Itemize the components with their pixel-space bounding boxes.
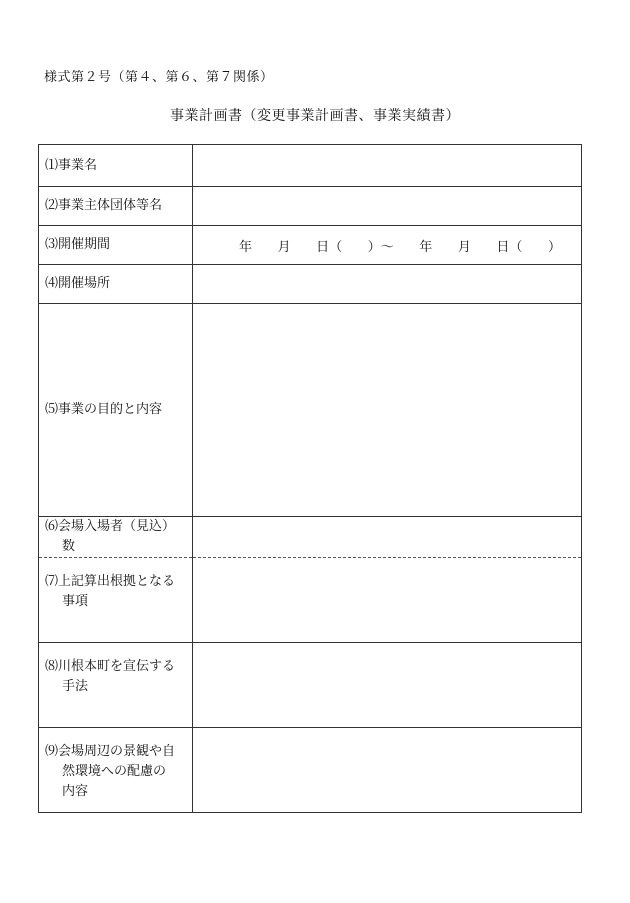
row-environment — [39, 728, 582, 813]
row-period — [39, 226, 582, 265]
label-venue: ⑷開催場所 — [39, 265, 193, 304]
field-purpose[interactable] — [193, 304, 582, 517]
label-organizer: ⑵事業主体団体等名 — [39, 187, 193, 226]
label-attendance — [39, 517, 193, 558]
form-number: 様式第２号（第４、第６、第７関係） — [44, 70, 274, 85]
end-weekday-close-label: ） — [547, 239, 561, 255]
field-environment[interactable] — [193, 728, 582, 813]
label-basis-line1: ⑺上記算出根拠となる — [45, 574, 176, 589]
label-environment-line3: 内容 — [62, 784, 89, 799]
row-venue — [39, 265, 582, 304]
field-organizer[interactable] — [193, 187, 582, 226]
end-month-label: 月 — [457, 239, 471, 255]
end-day-label: 日（ — [496, 239, 523, 255]
row-purpose — [39, 304, 582, 517]
row-project-name — [39, 145, 582, 187]
field-promotion[interactable] — [193, 643, 582, 728]
start-year-label: 年 — [239, 239, 253, 255]
document-title: 事業計画書（変更事業計画書、事業実績書） — [170, 108, 460, 124]
field-period[interactable] — [193, 226, 582, 265]
start-weekday-close-label: ）～ — [367, 239, 394, 255]
label-basis-line2: 事項 — [62, 594, 89, 609]
label-period: ⑶開催期間 — [39, 226, 193, 265]
label-basis — [39, 558, 193, 643]
start-day-label: 日（ — [316, 239, 343, 255]
end-year-label: 年 — [419, 239, 433, 255]
label-environment — [39, 728, 193, 813]
label-promotion-line2: 手法 — [62, 679, 89, 694]
label-project-name: ⑴事業名 — [39, 145, 193, 187]
label-promotion — [39, 643, 193, 728]
start-month-label: 月 — [277, 239, 291, 255]
label-environment-line2: 然環境への配慮の — [62, 764, 167, 779]
field-attendance[interactable] — [193, 517, 582, 558]
label-environment-line1: ⑼会場周辺の景観や自 — [45, 744, 176, 759]
label-attendance-line1: ⑹会場入場者（見込） — [45, 519, 176, 534]
row-organizer — [39, 187, 582, 226]
plan-table — [38, 144, 582, 813]
field-basis[interactable] — [193, 558, 582, 643]
row-attendance — [39, 517, 582, 558]
field-venue[interactable] — [193, 265, 582, 304]
row-basis — [39, 558, 582, 643]
period-placeholders — [193, 236, 581, 255]
field-project-name[interactable] — [193, 145, 582, 187]
label-purpose: ⑸事業の目的と内容 — [39, 304, 193, 517]
label-attendance-line2: 数 — [62, 539, 76, 554]
label-promotion-line1: ⑻川根本町を宣伝する — [45, 659, 176, 674]
row-promotion — [39, 643, 582, 728]
